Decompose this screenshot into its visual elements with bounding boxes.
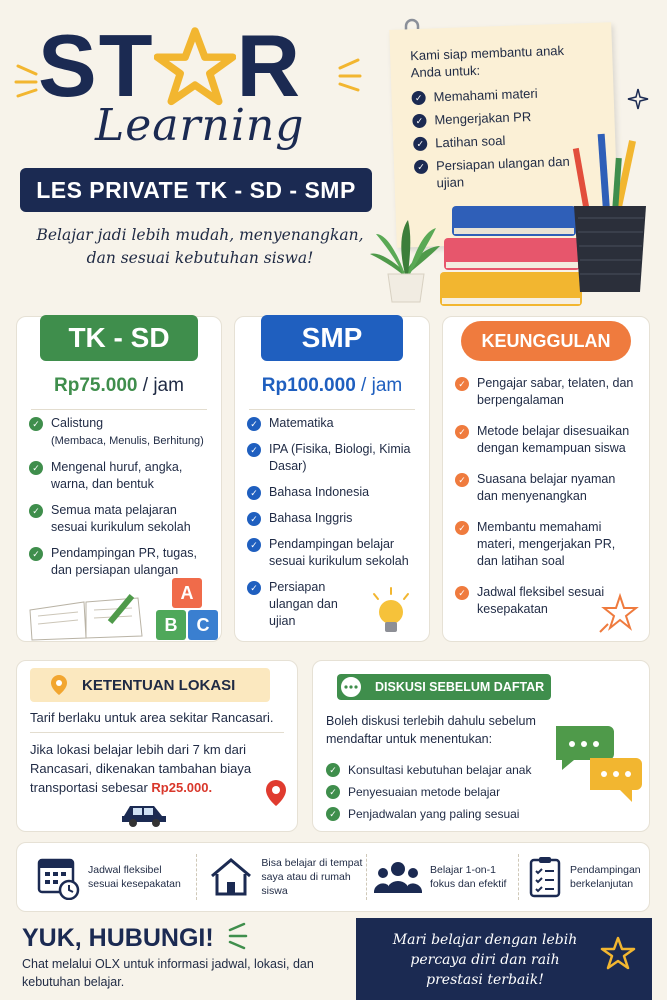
logo-script: Learning: [95, 100, 305, 151]
tksd-item: ✓ Calistung (Membaca, Menulis, Berhitung): [29, 415, 211, 450]
check-icon: ✓: [247, 538, 261, 552]
keunggulan-item: ✓ Pengajar sabar, telaten, dan berpengalaman: [455, 375, 639, 409]
program-banner: LES PRIVATE TK - SD - SMP: [20, 168, 372, 212]
tksd-price: Rp75.000 / jam: [54, 375, 184, 396]
sparkle-icon: [627, 88, 649, 110]
check-icon: ✓: [326, 785, 340, 799]
check-icon: ✓: [247, 512, 261, 526]
diskusi-header: DISKUSI SEBELUM DAFTAR: [337, 674, 551, 700]
keunggulan-item: ✓ Metode belajar disesuaikan dengan kemampuan siswa: [455, 423, 639, 457]
checklist-icon: [528, 855, 562, 899]
smp-item: ✓ Bahasa Inggris: [247, 510, 419, 527]
smp-price: Rp100.000 / jam: [261, 375, 403, 396]
check-icon: ✓: [455, 473, 469, 487]
speech-bubbles-icon: [552, 720, 646, 806]
cta-quote: Mari belajar dengan lebih percaya diri dan raih prestasi terbaik!: [356, 918, 652, 1000]
people-icon: [374, 857, 422, 897]
check-icon: ✓: [412, 114, 426, 128]
lokasi-header: KETENTUAN LOKASI: [30, 668, 270, 702]
note-item: ✓ Persiapan ulangan dan ujian: [414, 152, 597, 192]
sparkle-lines-icon: [226, 920, 250, 950]
cta-text: Chat melalui OLX untuk informasi jadwal, lokasi, dan kebutuhan belajar.: [22, 957, 314, 989]
car-icon: [120, 798, 168, 828]
logo-text-right: R: [236, 16, 303, 115]
note-item: ✓ Latihan soal: [413, 129, 595, 152]
open-book-icon: [26, 590, 146, 642]
smp-item: ✓ IPA (Fisika, Biologi, Kimia Dasar): [247, 441, 419, 475]
check-icon: ✓: [326, 763, 340, 777]
check-icon: ✓: [455, 425, 469, 439]
star-icon: [600, 936, 636, 972]
check-icon: ✓: [247, 486, 261, 500]
feature-item: Bisa belajar di tempat saya atau di rumah siswa: [208, 852, 368, 902]
feature-item: Jadwal fleksibel sesuai kesepakatan: [36, 852, 196, 902]
check-icon: ✓: [414, 160, 428, 174]
tagline: Belajar jadi lebih mudah, menyenangkan, dan sesuai kebutuhan siswa!: [36, 226, 364, 267]
tksd-title: TK - SD: [40, 315, 198, 361]
logo: [38, 16, 338, 115]
check-icon: ✓: [455, 521, 469, 535]
cta-title: YUK, HUBUNGI!: [22, 924, 214, 952]
keunggulan-item: ✓ Jadwal fleksibel sesuai kesepakatan: [455, 584, 639, 618]
logo-text-left: ST: [38, 16, 155, 115]
check-icon: ✓: [247, 417, 261, 431]
tksd-item: ✓ Semua mata pelajaran sesuai kurikulum sekolah: [29, 502, 211, 536]
feature-item: Belajar 1-on-1 fokus dan efektif: [374, 852, 524, 902]
tksd-item: ✓ Mengenal huruf, angka, warna, dan bentuk: [29, 459, 211, 493]
diskusi-intro: Boleh diskusi terlebih dahulu sebelum mendaftar untuk menentukan:: [326, 714, 536, 746]
feature-item: Pendampingan berkelanjutan: [528, 852, 646, 902]
tksd-item: ✓ Pendampingan PR, tugas, dan persiapan ulangan: [29, 545, 211, 579]
chat-icon: [336, 673, 366, 701]
diskusi-item: ✓ Penjadwalan yang paling sesuai: [326, 806, 556, 822]
check-icon: ✓: [247, 581, 261, 595]
abc-blocks: A B C: [156, 578, 218, 642]
check-icon: ✓: [29, 417, 43, 431]
smp-item: ✓ Pendampingan belajar sesuai kurikulum sekolah: [247, 536, 419, 570]
check-icon: ✓: [411, 91, 425, 105]
plant-icon: [368, 216, 442, 304]
note-item: ✓ Mengerjakan PR: [412, 106, 594, 129]
keunggulan-item: ✓ Suasana belajar nyaman dan menyenangkan: [455, 471, 639, 505]
diskusi-item: ✓ Konsultasi kebutuhan belajar anak: [326, 762, 556, 778]
keunggulan-title: KEUNGGULAN: [461, 321, 631, 361]
smp-item: ✓ Persiapan ulangan dan ujian: [247, 579, 419, 630]
note-item: ✓ Memahami materi: [411, 83, 593, 106]
diskusi-list: [326, 762, 556, 822]
pencil-cup-icon: [570, 128, 654, 298]
map-pin-icon: [262, 778, 290, 814]
smp-item: ✓ Bahasa Indonesia: [247, 484, 419, 501]
check-icon: ✓: [29, 504, 43, 518]
smp-item: ✓ Matematika: [247, 415, 419, 432]
check-icon: ✓: [455, 377, 469, 391]
sparkle-lines-icon: [14, 58, 44, 98]
books-icon: [440, 200, 588, 310]
lightbulb-icon: [368, 586, 414, 640]
house-icon: [208, 856, 253, 898]
lokasi-p2: Jika lokasi belajar lebih dari 7 km dari Rancasari, dikenakan tambahan biaya transportasi sebesar Rp25.000.: [30, 742, 252, 795]
star-icon: [154, 26, 236, 108]
location-pin-icon: [50, 674, 68, 696]
diskusi-item: ✓ Penyesuaian metode belajar: [326, 784, 556, 800]
check-icon: ✓: [247, 443, 261, 457]
keunggulan-item: ✓ Membantu memahami materi, mengerjakan PR, dan latihan soal: [455, 519, 639, 570]
check-icon: ✓: [455, 586, 469, 600]
calendar-icon: [36, 854, 80, 900]
check-icon: ✓: [413, 137, 427, 151]
check-icon: ✓: [29, 461, 43, 475]
note-title: Kami siap membantu anak Anda untuk:: [409, 42, 565, 81]
check-icon: ✓: [29, 547, 43, 561]
lokasi-p1: Tarif berlaku untuk area sekitar Rancasari.: [30, 710, 274, 725]
doodle-star-icon: [596, 592, 640, 636]
check-icon: ✓: [326, 807, 340, 821]
smp-title: SMP: [261, 315, 403, 361]
sparkle-lines-icon: [332, 52, 362, 92]
